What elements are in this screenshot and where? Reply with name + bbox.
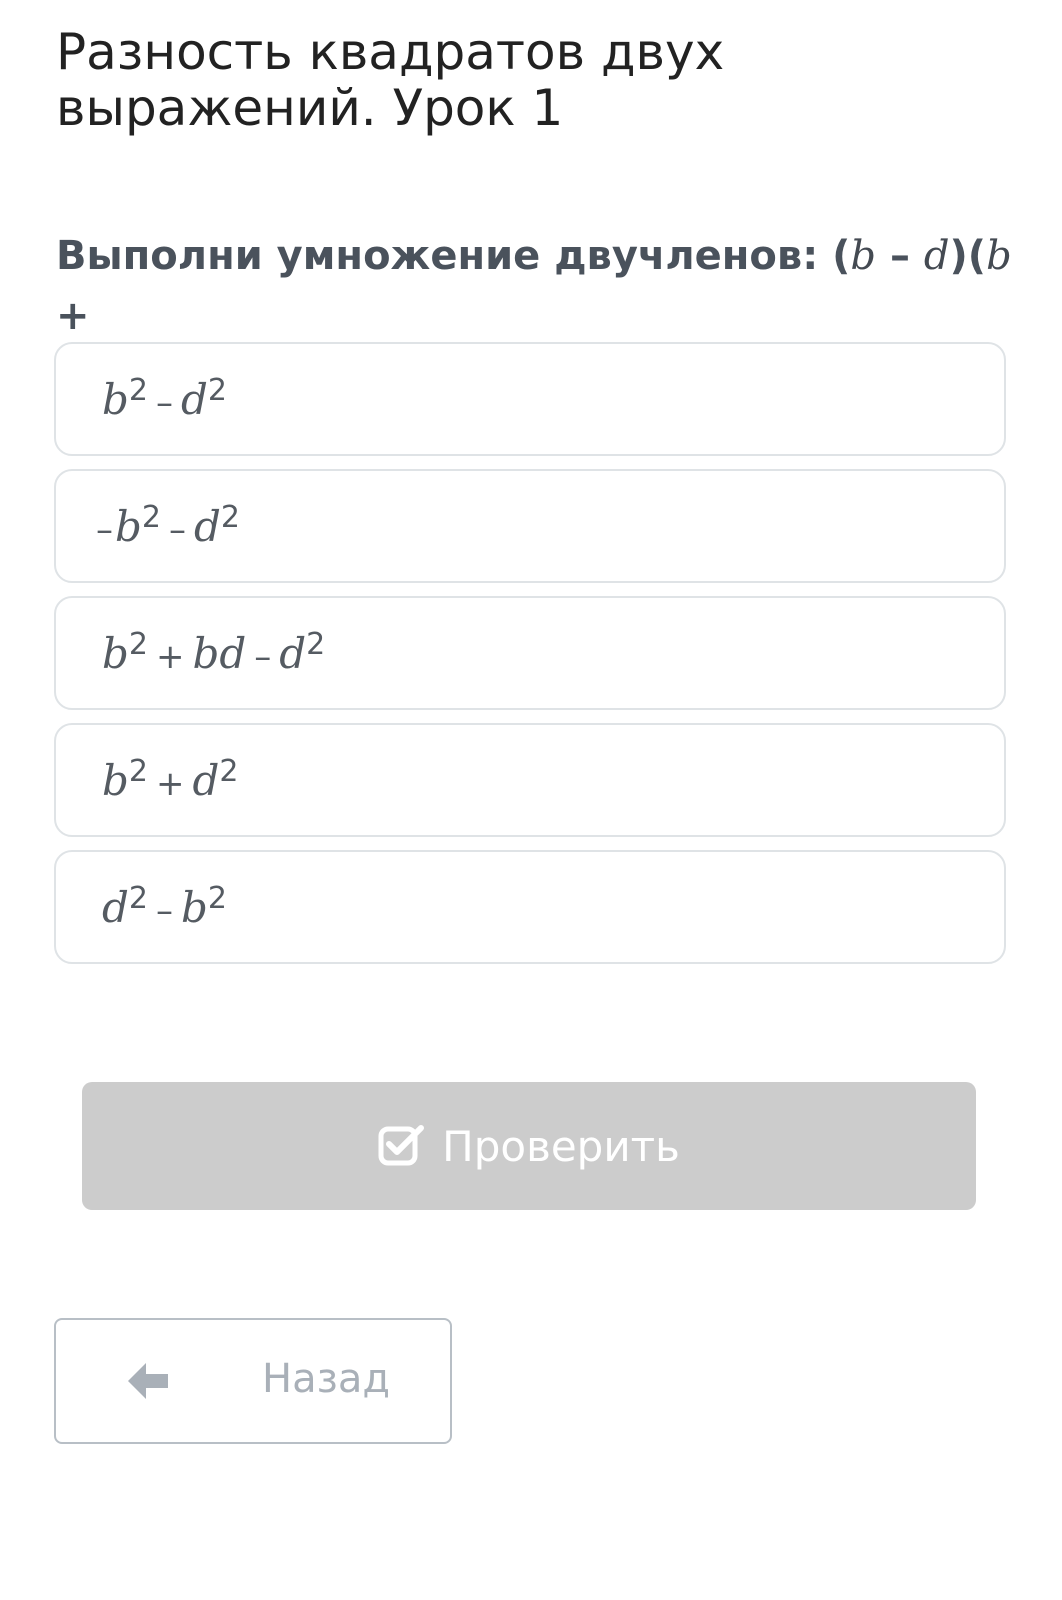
math-exponent: 2 (141, 499, 161, 535)
question-paren-open: ( (832, 233, 851, 279)
math-var: d (193, 501, 221, 551)
math-var: bd (192, 628, 247, 678)
question-var-b: b (986, 233, 1012, 279)
math-var: b (115, 501, 142, 551)
check-answer-button[interactable] (82, 1082, 976, 1210)
math-exponent: 2 (207, 880, 227, 916)
arrow-left-icon (126, 1360, 170, 1402)
answer-option-text (102, 753, 239, 805)
answer-option-3[interactable] (54, 596, 1006, 710)
lesson-title-line1: Разность квадратов двух (56, 23, 725, 81)
math-exponent: 2 (306, 626, 326, 662)
math-exponent: 2 (128, 372, 148, 408)
lesson-title-line2: выражений. Урок 1 (56, 79, 564, 137)
math-var: d (279, 628, 307, 678)
math-var: b (102, 374, 129, 424)
question-paren-middle: )( (949, 233, 987, 279)
answer-option-2[interactable] (54, 469, 1006, 583)
math-var: b (102, 628, 129, 678)
math-exponent: 2 (128, 880, 148, 916)
checkbox-check-icon (378, 1123, 424, 1169)
math-exponent: 2 (128, 753, 148, 789)
question-prefix: Выполни умножение двучленов: (56, 233, 833, 279)
answer-option-1[interactable] (54, 342, 1006, 456)
answer-option-4[interactable] (54, 723, 1006, 837)
answer-option-text (102, 880, 227, 932)
math-operator: – (155, 382, 173, 423)
math-exponent: 2 (207, 372, 227, 408)
math-operator: + (155, 636, 185, 677)
math-operator: – (96, 509, 113, 550)
math-var: b (102, 755, 129, 805)
answer-option-text (96, 499, 240, 551)
math-var: b (180, 882, 208, 932)
math-exponent: 2 (128, 626, 148, 662)
math-var: d (192, 755, 220, 805)
math-operator: – (168, 509, 186, 550)
answer-option-text (102, 626, 326, 678)
question-var-b: b (850, 233, 877, 279)
back-button-label: Назад (262, 1356, 391, 1402)
check-answer-label: Проверить (442, 1121, 680, 1171)
answer-option-text (102, 372, 227, 424)
math-var: d (102, 882, 129, 932)
math-operator: + (155, 763, 185, 804)
question-minus: – (876, 233, 924, 279)
math-operator: – (155, 890, 173, 931)
question-var-d: d (923, 233, 950, 279)
answer-option-5[interactable] (54, 850, 1006, 964)
math-exponent: 2 (220, 499, 240, 535)
math-exponent: 2 (219, 753, 239, 789)
lesson-title (56, 24, 956, 136)
answer-options (54, 342, 1006, 977)
math-operator: – (254, 636, 272, 677)
math-var: d (180, 374, 208, 424)
question-plus: + (56, 293, 90, 339)
back-button[interactable] (54, 1318, 452, 1444)
